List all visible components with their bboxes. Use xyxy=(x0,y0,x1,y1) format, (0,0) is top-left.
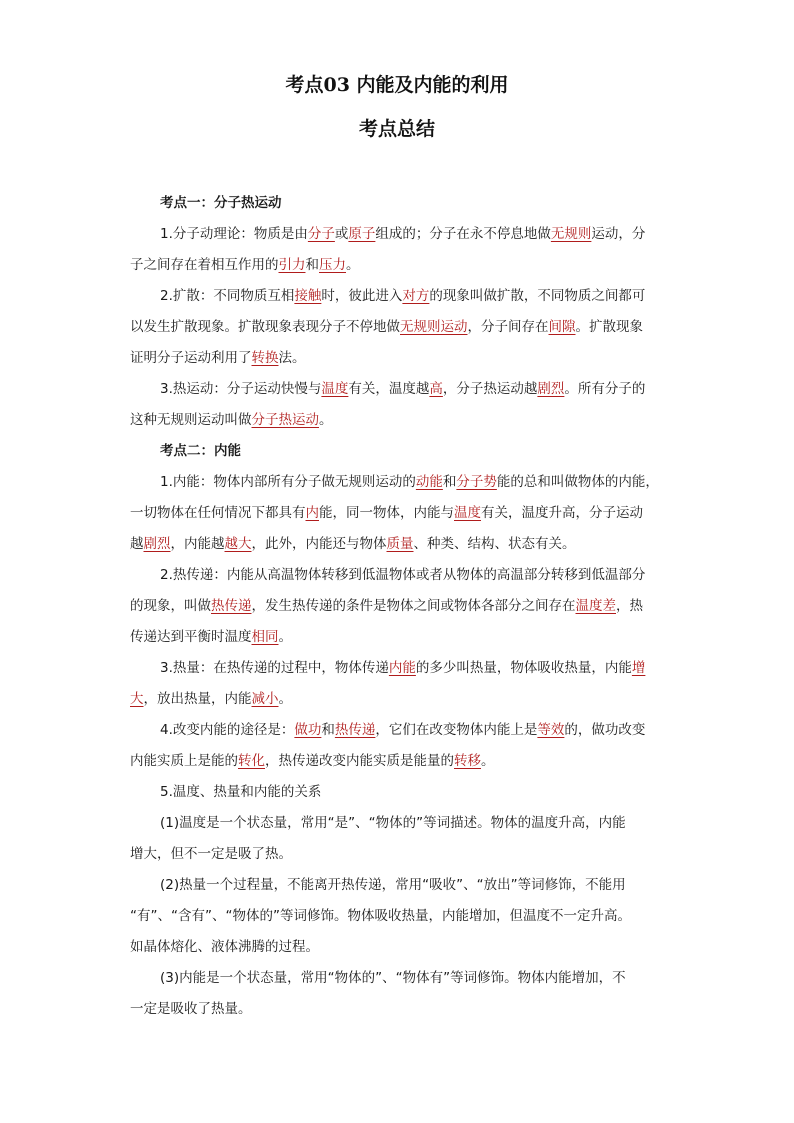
text-line xyxy=(130,715,670,746)
text-segment: 5.温度、热量和内能的关系 xyxy=(160,784,322,800)
text-segment: 1.分子动理论：物质是由 xyxy=(160,226,308,242)
text-segment: 。 xyxy=(481,753,495,769)
text-line xyxy=(130,684,670,715)
answer-blank: 原子 xyxy=(348,226,376,242)
text-segment: 和 xyxy=(305,257,319,273)
text-line xyxy=(130,746,670,777)
answer-blank: 剧烈 xyxy=(537,381,565,397)
text-segment: 如晶体熔化、液体沸腾的过程。 xyxy=(130,939,319,955)
text-segment: 增大，但不一定是吸了热。 xyxy=(130,846,292,862)
text-segment: 运动，分 xyxy=(591,226,646,242)
text-segment: 能的总和叫做物体的内能， xyxy=(496,474,659,490)
text-segment: 3.热运动：分子运动快慢与 xyxy=(160,381,322,397)
text-segment: 证明分子运动利用了 xyxy=(130,350,252,366)
text-segment: 。 xyxy=(278,691,292,707)
text-segment: 有关，温度升高，分子运动 xyxy=(481,505,643,521)
text-line xyxy=(130,281,670,312)
answer-blank: 温度差 xyxy=(575,598,616,614)
answer-blank: 剧烈 xyxy=(143,536,171,552)
text-line xyxy=(130,405,670,436)
text-segment: 传递达到平衡时温度 xyxy=(130,629,252,645)
text-line xyxy=(130,777,670,808)
answer-blank: 内能 xyxy=(388,660,416,676)
text-line xyxy=(130,622,670,653)
answer-blank: 温度 xyxy=(321,381,349,397)
text-line xyxy=(130,591,670,622)
text-segment: 有关，温度越 xyxy=(348,381,430,397)
text-segment: (3)内能是一个状态量，常用“物体的”、“物体有”等词修饰。物体内能增加，不 xyxy=(160,970,626,986)
answer-blank: 做功 xyxy=(294,722,322,738)
text-line xyxy=(130,529,670,560)
text-segment: 和 xyxy=(321,722,335,738)
text-segment: 一切物体在任何情况下都具有 xyxy=(130,505,306,521)
answer-blank: 大 xyxy=(130,691,144,707)
section-heading xyxy=(130,188,670,219)
answer-blank: 等效 xyxy=(537,722,565,738)
text-line xyxy=(130,498,670,529)
answer-blank: 压力 xyxy=(319,257,346,273)
text-segment: 能，同一物体，内能与 xyxy=(319,505,454,521)
text-segment: 的现象，叫做 xyxy=(130,598,211,614)
text-line xyxy=(130,994,670,1025)
text-segment: 3.热量：在热传递的过程中，物体传递 xyxy=(160,660,389,676)
text-segment: 的现象叫做扩散，不同物质之间都可 xyxy=(429,288,646,304)
answer-blank: 动能 xyxy=(415,474,443,490)
answer-blank: 引力 xyxy=(278,257,306,273)
text-line xyxy=(130,808,670,839)
answer-blank: 越大 xyxy=(224,536,252,552)
text-segment: ，发生热传递的条件是物体之间或物体各部分之间存在 xyxy=(251,598,576,614)
text-segment: ，此外，内能还与物体 xyxy=(251,536,387,552)
text-segment: ，分子间存在 xyxy=(467,319,549,335)
answer-blank: 相同 xyxy=(251,629,279,645)
text-line xyxy=(130,901,670,932)
answer-blank: 热传递 xyxy=(211,598,252,614)
text-segment: 2.扩散：不同物质互相 xyxy=(160,288,295,304)
answer-blank: 转化 xyxy=(238,753,265,769)
text-line xyxy=(130,343,670,374)
answer-blank: 分子 xyxy=(307,226,335,242)
text-line xyxy=(130,250,670,281)
answer-blank: 增 xyxy=(631,660,646,676)
answer-blank: 热传递 xyxy=(334,722,376,738)
answer-blank: 对方 xyxy=(402,288,430,304)
text-segment: 。 xyxy=(278,629,292,645)
text-segment: ，分子热运动越 xyxy=(442,381,538,397)
text-segment: 考点二：内能 xyxy=(160,443,241,459)
text-segment: 一定是吸收了热量。 xyxy=(130,1001,252,1017)
text-line xyxy=(130,653,670,684)
answer-blank: 接触 xyxy=(294,288,322,304)
text-line xyxy=(130,312,670,343)
text-segment: 或 xyxy=(334,226,349,242)
text-segment: 时，彼此进入 xyxy=(321,288,403,304)
answer-blank: 减小 xyxy=(251,691,279,707)
text-segment: ，放出热量，内能 xyxy=(143,691,252,707)
text-segment: 这种无规则运动叫做 xyxy=(130,412,252,428)
text-segment: (2)热量一个过程量，不能离开热传递，常用“吸收”、“放出”等词修饰，不能用 xyxy=(160,877,626,893)
answer-blank: 分子势 xyxy=(456,474,497,490)
text-segment: 。所有分子的 xyxy=(564,381,646,397)
text-line xyxy=(130,963,670,994)
text-segment: 越 xyxy=(130,536,144,552)
answer-blank: 内 xyxy=(305,505,319,521)
text-segment: “有”、“含有”、“物体的”等词修饰。物体吸收热量，内能增加，但温度不一定升高。 xyxy=(130,908,631,924)
text-segment: 。 xyxy=(346,257,360,273)
text-line xyxy=(130,560,670,591)
text-segment: 4.改变内能的途径是： xyxy=(160,722,295,738)
text-segment: 、种类、结构、状态有关。 xyxy=(413,536,576,552)
document-subtitle: 考点总结 xyxy=(358,118,435,140)
text-line xyxy=(130,870,670,901)
answer-blank: 无规则运动 xyxy=(400,319,468,335)
text-line xyxy=(130,467,670,498)
text-segment: 。扩散现象 xyxy=(575,319,643,335)
text-segment: 和 xyxy=(442,474,457,490)
text-segment: ，热传递改变内能实质是能量的 xyxy=(265,753,454,769)
answer-blank: 温度 xyxy=(454,505,481,521)
answer-blank: 转移 xyxy=(454,753,481,769)
section-heading xyxy=(130,436,670,467)
text-segment: 。 xyxy=(319,412,333,428)
document-title: 考点03 内能及内能的利用 xyxy=(285,74,509,96)
answer-blank: 分子热运动 xyxy=(251,412,319,428)
text-segment: 内能实质上是能的 xyxy=(130,753,238,769)
text-line xyxy=(130,374,670,405)
text-segment: 以发生扩散现象。扩散现象表现分子不停地做 xyxy=(130,319,400,335)
answer-blank: 转换 xyxy=(251,350,279,366)
answer-blank: 无规则 xyxy=(550,226,592,242)
text-line xyxy=(130,932,670,963)
document-body xyxy=(130,188,670,1025)
text-segment: (1)温度是一个状态量，常用“是”、“物体的”等词描述。物体的温度升高，内能 xyxy=(160,815,626,831)
text-segment: 子之间存在着相互作用的 xyxy=(130,257,279,273)
answer-blank: 间隙 xyxy=(548,319,576,335)
answer-blank: 质量 xyxy=(386,536,414,552)
text-segment: 的，做功改变 xyxy=(564,722,646,738)
text-segment: ，热 xyxy=(616,598,643,614)
text-segment: 2.热传递：内能从高温物体转移到低温物体或者从物体的高温部分转移到低温部分 xyxy=(160,567,646,583)
text-line xyxy=(130,219,670,250)
text-segment: 1.内能：物体内部所有分子做无规则运动的 xyxy=(160,474,416,490)
text-segment: 法。 xyxy=(278,350,306,366)
text-line xyxy=(130,839,670,870)
text-segment: ，它们在改变物体内能上是 xyxy=(375,722,538,738)
text-segment: 组成的；分子在永不停息地做 xyxy=(375,226,551,242)
text-segment: 考点一：分子热运动 xyxy=(160,195,282,211)
text-segment: 的多少叫热量，物体吸收热量，内能 xyxy=(415,660,632,676)
text-segment: ，内能越 xyxy=(170,536,225,552)
answer-blank: 高 xyxy=(429,381,443,397)
